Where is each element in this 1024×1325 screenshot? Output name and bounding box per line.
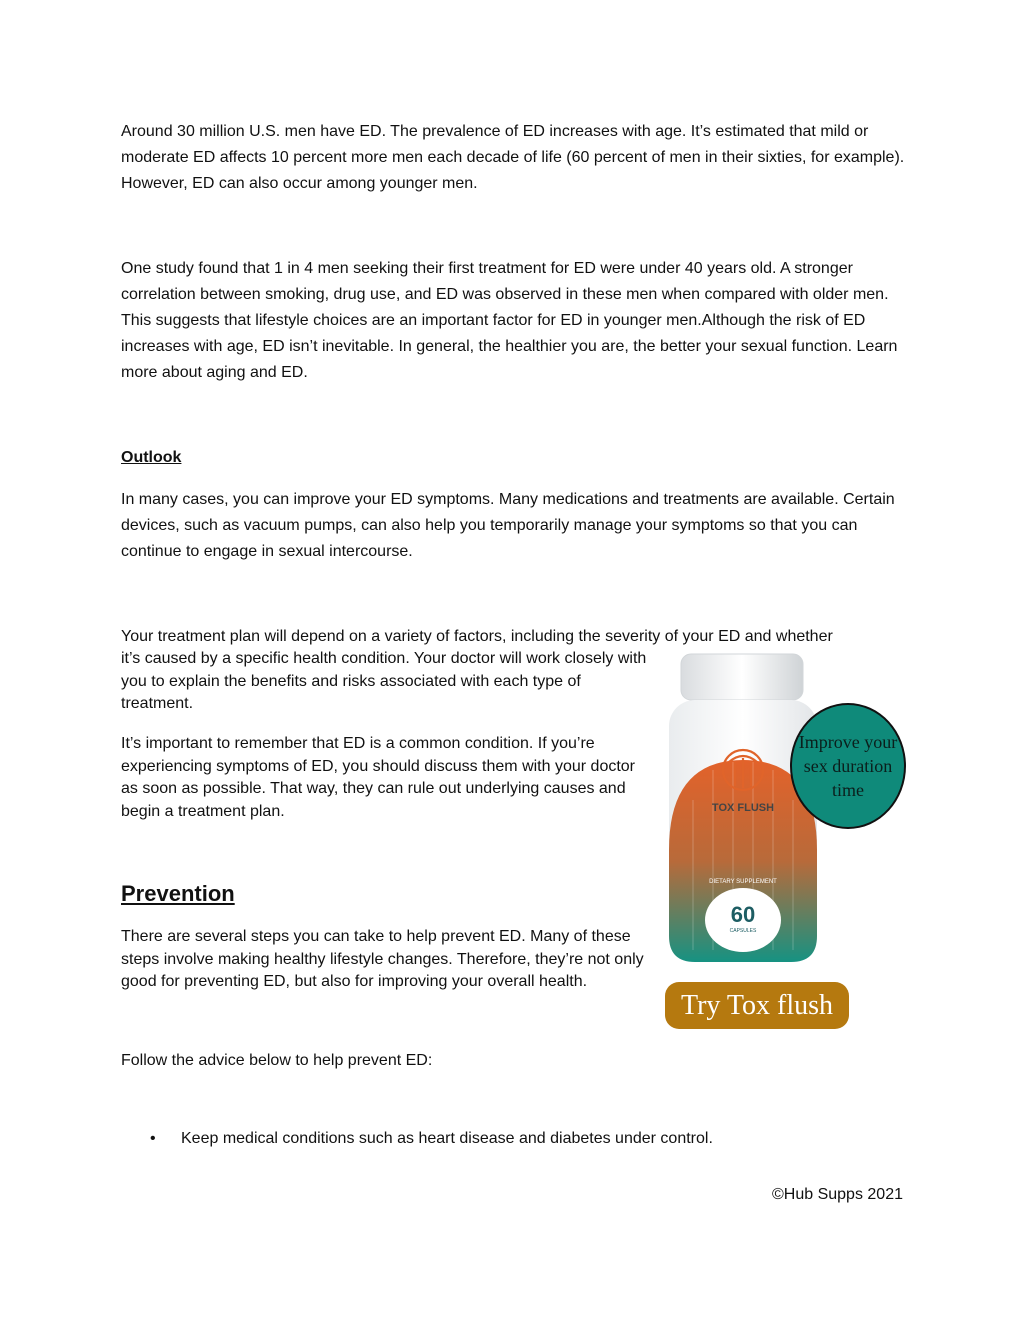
promo-badge-text: Improve your sex duration time — [798, 732, 898, 800]
paragraph-treatment-plan-first-line: Your treatment plan will depend on a variety of factors, including the severity of your ED and whether — [121, 628, 833, 645]
bottle-count: 60 — [730, 902, 756, 927]
paragraph-advice-intro: Follow the advice below to help prevent ED: — [121, 1052, 433, 1069]
bullet-text: Keep medical conditions such as heart disease and diabetes under control. — [181, 1130, 713, 1147]
heading-outlook: Outlook — [121, 449, 182, 466]
product-bottle-image — [663, 650, 823, 970]
copyright-footer: ©Hub Supps 2021 — [772, 1186, 903, 1203]
paragraph-study: One study found that 1 in 4 men seeking their first treatment for ED were under 40 years old. A stronger correlation between smoking, drug use, and ED was observed in these men when compared with older men. This suggests that lifestyle choices are an important factor for ED in younger men.Although the risk of ED increases with age, ED isn’t inevitable. In general, the healthier you are, the better your sexual function. Learn more about aging and ED. — [121, 260, 898, 381]
bullet-list-item — [150, 1126, 910, 1152]
bottle-count-unit: CAPSULES — [729, 928, 757, 934]
paragraph-treatment-plan: it’s caused by a specific health condition. Your doctor will work closely with you to explain the benefits and risks associated with each type of treatment. — [121, 650, 647, 712]
paragraph-prevention: There are several steps you can take to help prevent ED. Many of these steps involve making healthy lifestyle changes. Therefore, they’re not only good for preventing ED, but also for improving your overall health. — [121, 928, 644, 990]
bullet-marker: • — [150, 1130, 156, 1147]
bottle-cap — [681, 654, 803, 700]
bottle-label-line: DIETARY SUPPLEMENT — [709, 879, 777, 885]
paragraph-common-condition: It’s important to remember that ED is a common condition. If you’re experiencing symptoms of ED, you should discuss them with your doctor as soon as possible. That way, they can rule out underlying causes and begin a treatment plan. — [121, 735, 636, 820]
paragraph-prevalence: Around 30 million U.S. men have ED. The prevalence of ED increases with age. It’s estimated that mild or moderate ED affects 10 percent more men each decade of life (60 percent of men in their sixties, for example). However, ED can also occur among younger men. — [121, 123, 905, 192]
paragraph-outlook: In many cases, you can improve your ED symptoms. Many medications and treatments are available. Certain devices, such as vacuum pumps, can also help you temporarily manage your symptoms so that you can continue to engage in sexual intercourse. — [121, 491, 895, 560]
bottle-brand: TOX FLUSH — [711, 802, 775, 814]
try-tox-flush-button[interactable]: Try Tox flush — [665, 982, 849, 1029]
promo-badge — [790, 703, 906, 829]
heading-prevention: Prevention — [121, 881, 235, 906]
